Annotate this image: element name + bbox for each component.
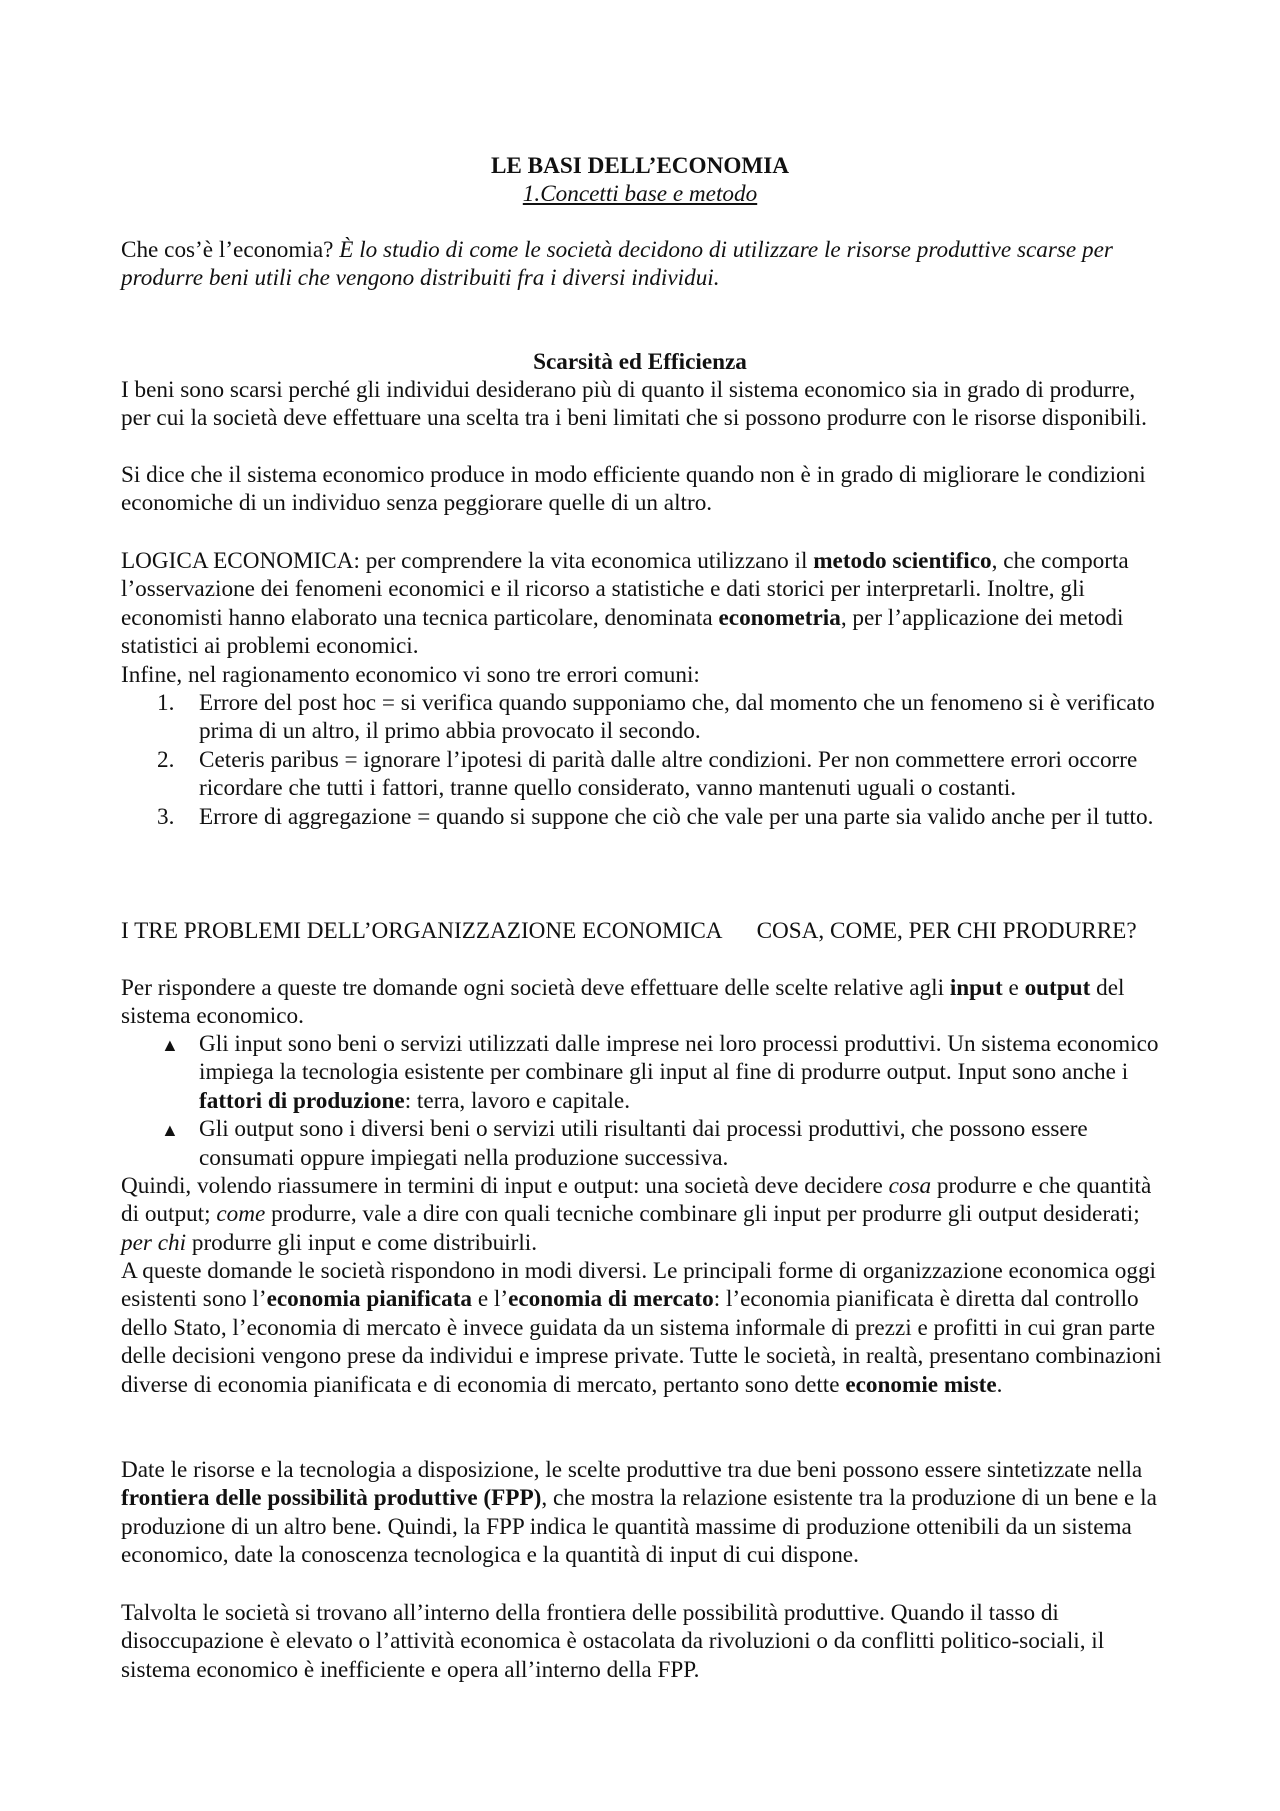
- term-per-chi: per chi: [121, 1229, 187, 1256]
- term-fattori-di-produzione: fattori di produzione: [199, 1087, 405, 1114]
- list-number: 3.: [157, 803, 175, 830]
- problemi-paragraph-3: [121, 1257, 1166, 1399]
- intro-question: Che cos’è l’economia?: [121, 237, 340, 263]
- list-item-text: Errore di aggregazione = quando si suppone che ciò che vale per una parte sia valido anche per il tutto.: [199, 803, 1154, 830]
- term-economia-pianificata: economia pianificata: [266, 1286, 473, 1313]
- errors-list: [121, 689, 1166, 831]
- list-item-text: : terra, lavoro e capitale.: [404, 1087, 630, 1114]
- scarsita-paragraph-1: I beni sono scarsi perché gli individui desiderano più di quanto il sistema economico sia in grado di produrre, per cui la società deve effettuare una scelta tra i beni limitati che si possono produrre con le risorse disponibili.: [121, 377, 1147, 432]
- problemi-text: .: [996, 1371, 1003, 1398]
- problemi-text: produrre e che quantità di output;: [121, 1173, 1152, 1228]
- problemi-heading-question: COSA, COME, PER CHI PRODURRE?: [756, 918, 1137, 944]
- document-subtitle: 1.Concetti base e metodo: [522, 181, 758, 207]
- problemi-text: Per rispondere a queste tre domande ogni società deve effettuare delle scelte relative agli: [121, 975, 950, 1001]
- list-item-text: Ceteris paribus = ignorare l’ipotesi di parità dalle altre condizioni. Per non commettere errori occorre ricordare che tutti i fattori, tranne quello considerato, vanno mantenuti uguali o costanti.: [199, 746, 1138, 802]
- logica-text: , per l’applicazione dei metodi statistici ai problemi economici.: [121, 604, 1124, 660]
- list-item: [121, 1115, 1166, 1172]
- list-item-text: Gli output sono i diversi beni o servizi utili risultanti dai processi produttivi, che possono essere consumati oppure impiegati nella produzione successiva.: [199, 1116, 1088, 1171]
- term-input: input: [949, 975, 1003, 1001]
- problemi-text: Quindi, volendo riassumere in termini di input e output: una società deve decidere: [121, 1173, 889, 1199]
- fpp-paragraph-1: [121, 1456, 1166, 1570]
- problemi-text: A queste domande le società rispondono in modi diversi. Le principali forme di organizzazione economica oggi esistenti sono l’: [121, 1258, 1156, 1313]
- list-item: [121, 746, 1166, 803]
- logica-text: , che comporta l’osservazione dei fenomeni economici e il ricorso a statistiche e dati storici per interpretarli. Inoltre, gli economisti hanno elaborato una tecnica particolare, denominata: [121, 548, 1129, 631]
- fpp-text: , che mostra la relazione esistente tra la produzione di un bene e la produzione di un altro bene. Quindi, la FPP indica le quantità massime di produzione ottenibili da un sistema economico, date la conoscenza tecnologica e la quantità di input di cui dispone.: [121, 1485, 1157, 1569]
- logica-paragraph: [121, 547, 1166, 661]
- problemi-heading: [121, 917, 1166, 945]
- section-heading-scarsita: Scarsità ed Efficienza: [533, 349, 747, 375]
- triangle-bullet-icon: ▲: [161, 1035, 179, 1055]
- fpp-text: Date le risorse e la tecnologia a disposizione, le scelte produttive tra due beni possono essere sintetizzate nella: [121, 1457, 1143, 1483]
- list-number: 2.: [157, 746, 175, 773]
- term-output: output: [1024, 975, 1091, 1001]
- document-title: LE BASI DELL’ECONOMIA: [490, 153, 790, 179]
- problemi-text: : l’economia pianificata è diretta dal controllo dello Stato, l’economia di mercato è invece guidata da un sistema informale di prezzi e profitti in cui gran parte delle decisioni vengono prese da individui e imprese private. Tutte le società, in realtà, presentano combinazioni diverse di economia pianificata e di economia di mercato, pertanto sono dette: [121, 1286, 1162, 1398]
- problemi-text: produrre gli input e come distribuirli.: [186, 1229, 538, 1256]
- fpp-paragraph-2: Talvolta le società si trovano all’interno della frontiera delle possibilità produttive. Quando il tasso di disoccupazione è elevato o l’attività economica è ostacolata da rivoluzioni o da conflitti politico-sociali, il sistema economico è inefficiente e opera all’interno della FPP.: [121, 1600, 1105, 1683]
- scarsita-paragraph-2: Si dice che il sistema economico produce in modo efficiente quando non è in grado di migliorare le condizioni economiche di un individuo senza peggiorare quelle di un altro.: [121, 462, 1146, 517]
- term-economia-di-mercato: economia di mercato: [508, 1286, 714, 1313]
- term-cosa: cosa: [888, 1173, 932, 1199]
- problemi-text: e: [1002, 975, 1025, 1001]
- list-item-text: Gli input sono beni o servizi utilizzati dalle imprese nei loro processi produttivi. Un sistema economico impiega la tecnologia esistente per combinare gli input al fine di produrre output. Input sono anche i: [199, 1031, 1159, 1086]
- list-item: [121, 803, 1166, 831]
- term-fpp: frontiera delle possibilità produttive (FPP): [121, 1485, 542, 1512]
- problemi-paragraph-2: [121, 1172, 1166, 1257]
- errors-intro: Infine, nel ragionamento economico vi sono tre errori comuni:: [121, 662, 700, 688]
- list-item: [121, 689, 1166, 746]
- term-economie-miste: economie miste: [845, 1371, 997, 1398]
- problemi-text: produrre, vale a dire con quali tecniche combinare gli input per produrre gli output desiderati;: [265, 1201, 1140, 1228]
- intro-paragraph: [121, 236, 1166, 293]
- term-metodo-scientifico: metodo scientifico: [813, 548, 992, 574]
- term-come: come: [216, 1201, 266, 1228]
- problemi-text: del sistema economico.: [121, 975, 1125, 1030]
- list-number: 1.: [157, 690, 175, 716]
- intro-answer: È lo studio di come le società decidono di utilizzare le risorse produttive scarse per produrre beni utili che vengono distribuiti fra i diversi individui.: [121, 237, 1113, 292]
- list-item-text: Errore del post hoc = si verifica quando supponiamo che, dal momento che un fenomeno si è verificato prima di un altro, il primo abbia provocato il secondo.: [199, 690, 1155, 745]
- input-output-list: [121, 1030, 1166, 1172]
- list-item: [121, 1030, 1166, 1115]
- term-econometria: econometria: [718, 604, 841, 631]
- problemi-heading-text: I TRE PROBLEMI DELL’ORGANIZZAZIONE ECONOMICA: [121, 918, 723, 944]
- triangle-bullet-icon: ▲: [161, 1120, 179, 1141]
- problemi-paragraph-1: [121, 974, 1166, 1031]
- problemi-text: e l’: [472, 1286, 509, 1313]
- logica-text: LOGICA ECONOMICA: per comprendere la vita economica utilizzano il: [121, 548, 814, 574]
